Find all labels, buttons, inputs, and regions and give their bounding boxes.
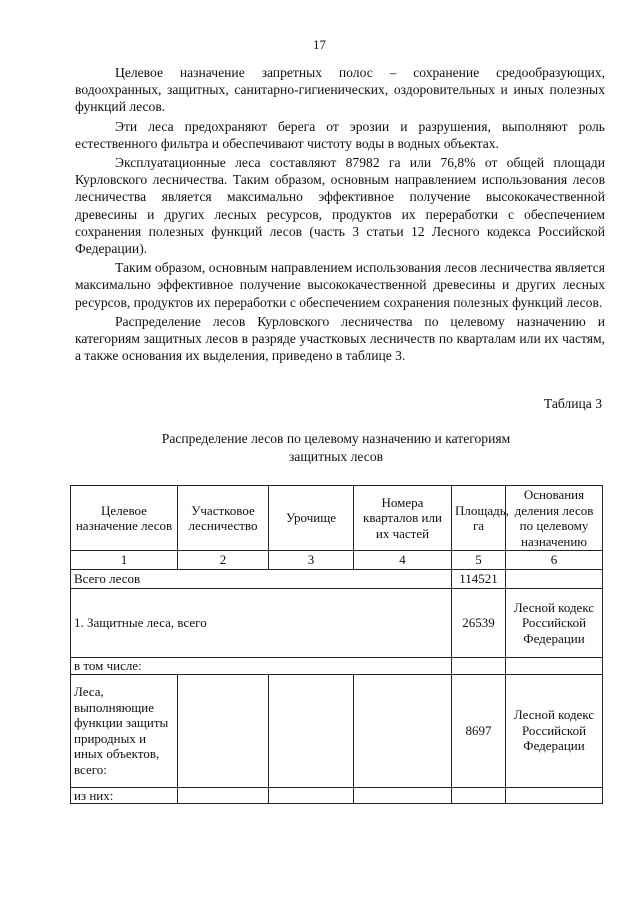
paragraph: Таким образом, основным направлением использования лесов лесничества является максимально эффективное получение высококачественной древесины и других лесных ресурсов, продуктов их переработки с обеспечением сохранения полезных функций лесов.	[75, 260, 605, 310]
natural-protection-label: Леса, выполняющие функции защиты природных и иных объектов, всего:	[71, 674, 178, 787]
header-tract: Урочище	[269, 486, 354, 551]
column-number-row	[71, 551, 603, 570]
empty-cell	[506, 570, 603, 589]
of-them-label: из них:	[71, 787, 178, 804]
total-area: 114521	[452, 570, 506, 589]
header-basis: Основания деления лесов по целевому назначению	[506, 486, 603, 551]
paragraph: Распределение лесов Курловского лесничества по целевому назначению и категориям защитных лесов в разряде участковых лесничеств по кварталам или их частям, а также основания их выделения, приведено в таблице 3.	[75, 313, 605, 364]
column-number: 3	[269, 551, 354, 570]
paragraph: Эксплуатационные леса составляют 87982 га или 76,8% от общей площади Курловского лесничества. Таким образом, основным направлением использования лесов лесничества является максимально эффективное получение высококачественной древесины и других лесных ресурсов, продуктов их переработки с обеспечением сохранения полезных функций лесов (часть 3 статьи 12 Лесного кодекса Российской Федерации).	[75, 155, 605, 257]
header-quarters: Номера кварталов или их частей	[354, 486, 452, 551]
protective-basis: Лесной кодекс Российской Федерации	[506, 589, 603, 658]
header-area: Площадь, га	[452, 486, 506, 551]
empty-cell	[354, 787, 452, 804]
header-purpose: Целевое назначение лесов	[71, 486, 178, 551]
empty-cell	[178, 787, 269, 804]
protective-area: 26539	[452, 589, 506, 658]
column-number: 5	[452, 551, 506, 570]
table-label: Таблица 3	[543, 396, 602, 411]
table-caption	[70, 430, 602, 466]
caption-line-2: защитных лесов	[288, 449, 384, 464]
column-number: 6	[506, 551, 603, 570]
empty-cell	[178, 674, 269, 787]
column-number: 1	[71, 551, 178, 570]
paragraph: Целевое назначение запретных полос – сохранение средообразующих, водоохранных, защитных, санитарно-гигиенических, оздоровительных и иных полезных функций лесов.	[75, 65, 605, 115]
empty-cell	[506, 787, 603, 804]
empty-cell	[269, 787, 354, 804]
empty-cell	[506, 658, 603, 675]
empty-cell	[452, 787, 506, 804]
table-row-including	[71, 658, 603, 675]
natural-protection-basis: Лесной кодекс Российской Федерации	[506, 674, 603, 787]
natural-protection-area: 8697	[452, 674, 506, 787]
empty-cell	[354, 674, 452, 787]
caption-line-1: Распределение лесов по целевому назначению и категориям	[161, 431, 511, 446]
header-row	[71, 486, 603, 551]
empty-cell	[269, 674, 354, 787]
body-text	[75, 64, 605, 366]
forest-distribution-table	[70, 485, 603, 804]
column-number: 2	[178, 551, 269, 570]
including-label: в том числе:	[71, 658, 452, 675]
protective-label: 1. Защитные леса, всего	[71, 589, 452, 658]
table-row-total	[71, 570, 603, 589]
empty-cell	[452, 658, 506, 675]
table-row-protective	[71, 589, 603, 658]
paragraph: Эти леса предохраняют берега от эрозии и разрушения, выполняют роль естественного фильтра и обеспечивают чистоту воды в водных объектах.	[75, 118, 605, 151]
page-number: 17	[313, 37, 326, 52]
total-label: Всего лесов	[71, 570, 452, 589]
table-row-of-them	[71, 787, 603, 804]
column-number: 4	[354, 551, 452, 570]
header-district: Участковое лесничество	[178, 486, 269, 551]
table-row-natural-protection	[71, 674, 603, 787]
